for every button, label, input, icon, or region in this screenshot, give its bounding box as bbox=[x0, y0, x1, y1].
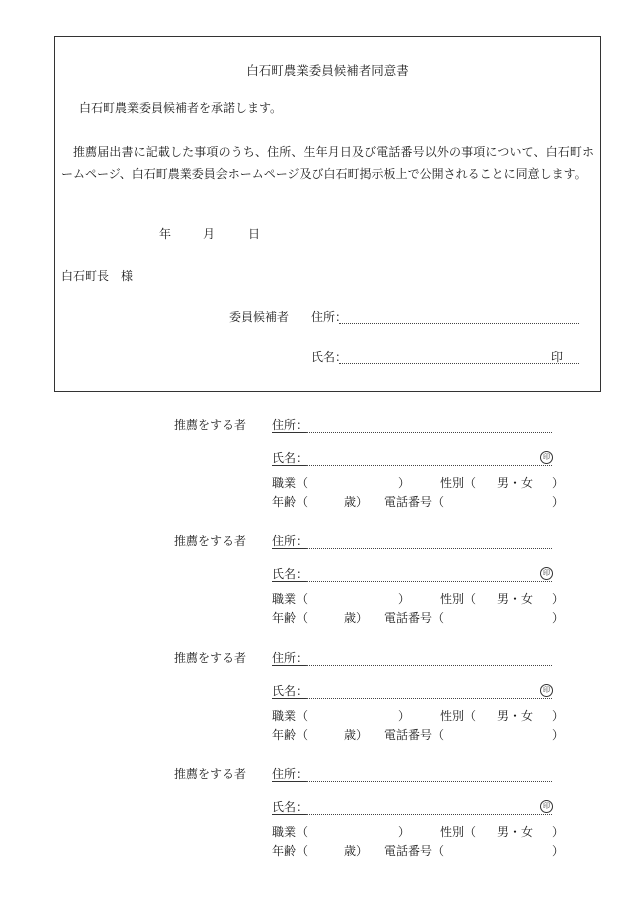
recommender-name-label: 氏名： bbox=[272, 800, 309, 814]
sex-options[interactable]: 男・女 bbox=[497, 825, 534, 839]
candidate-name-field[interactable] bbox=[339, 363, 579, 364]
recommender-address-field[interactable] bbox=[306, 781, 552, 782]
candidate-name-label: 氏名： bbox=[311, 350, 348, 364]
phone-close: ） bbox=[552, 611, 565, 625]
phone-close: ） bbox=[552, 844, 565, 858]
recommender-block bbox=[0, 418, 630, 528]
sex-close: ） bbox=[552, 825, 565, 839]
sex-label: 性別（ bbox=[440, 476, 477, 490]
occupation-label: 職業（ bbox=[272, 592, 309, 606]
occupation-label: 職業（ bbox=[272, 709, 309, 723]
recommender-address-field[interactable] bbox=[306, 432, 552, 433]
recommender-name-label: 氏名： bbox=[272, 567, 309, 581]
sex-label: 性別（ bbox=[440, 825, 477, 839]
recommender-name-field[interactable] bbox=[306, 581, 552, 582]
age-unit: 歳） bbox=[344, 495, 369, 509]
age-unit: 歳） bbox=[344, 728, 369, 742]
occupation-close: ） bbox=[398, 709, 411, 723]
recommender-name-label: 氏名： bbox=[272, 451, 309, 465]
candidate-label: 委員候補者 bbox=[229, 310, 290, 324]
age-label: 年齢（ bbox=[272, 495, 309, 509]
phone-label: 電話番号（ bbox=[384, 611, 445, 625]
age-unit: 歳） bbox=[344, 844, 369, 858]
phone-close: ） bbox=[552, 495, 565, 509]
sex-close: ） bbox=[552, 709, 565, 723]
sex-close: ） bbox=[552, 592, 565, 606]
candidate-address-label: 住所： bbox=[311, 310, 348, 324]
date-day-label: 日 bbox=[248, 227, 261, 241]
sex-options[interactable]: 男・女 bbox=[497, 476, 534, 490]
occupation-close: ） bbox=[398, 592, 411, 606]
occupation-label: 職業（ bbox=[272, 825, 309, 839]
seal-mark: 印 bbox=[540, 567, 553, 580]
sex-options[interactable]: 男・女 bbox=[497, 592, 534, 606]
age-label: 年齢（ bbox=[272, 844, 309, 858]
recommender-block bbox=[0, 534, 630, 644]
form-title: 白石町農業委員候補者同意書 bbox=[246, 63, 409, 78]
sex-label: 性別（ bbox=[440, 709, 477, 723]
disclosure-consent-paragraph: 推薦届出書に記載した事項のうち、住所、生年月日及び電話番号以外の事項について、白石町ホームページ、白石町農業委員会ホームページ及び白石町掲示板上で公開されることに同意します。 bbox=[61, 145, 594, 181]
candidate-address-field[interactable] bbox=[339, 323, 579, 324]
recommender-address-label: 住所： bbox=[272, 651, 309, 665]
age-label: 年齢（ bbox=[272, 728, 309, 742]
recommender-name-field[interactable] bbox=[306, 465, 552, 466]
recommender-block bbox=[0, 767, 630, 877]
recommender-address-label: 住所： bbox=[272, 767, 309, 781]
recommender-address-field[interactable] bbox=[306, 665, 552, 666]
recommender-label: 推薦をする者 bbox=[174, 767, 247, 781]
recommender-address-field[interactable] bbox=[306, 548, 552, 549]
recommender-label: 推薦をする者 bbox=[174, 418, 247, 432]
recommender-name-label: 氏名： bbox=[272, 684, 309, 698]
sex-label: 性別（ bbox=[440, 592, 477, 606]
date-month-label: 月 bbox=[203, 227, 216, 241]
age-label: 年齢（ bbox=[272, 611, 309, 625]
phone-close: ） bbox=[552, 728, 565, 742]
candidate-seal-mark: 印 bbox=[551, 350, 564, 364]
recommender-name-field[interactable] bbox=[306, 814, 552, 815]
occupation-close: ） bbox=[398, 476, 411, 490]
acceptance-statement: 白石町農業委員候補者を承諾します。 bbox=[79, 101, 283, 115]
sex-close: ） bbox=[552, 476, 565, 490]
occupation-label: 職業（ bbox=[272, 476, 309, 490]
recommender-label: 推薦をする者 bbox=[174, 651, 247, 665]
sex-options[interactable]: 男・女 bbox=[497, 709, 534, 723]
consent-form bbox=[54, 36, 601, 392]
date-year-label: 年 bbox=[159, 227, 172, 241]
recommender-address-label: 住所： bbox=[272, 534, 309, 548]
phone-label: 電話番号（ bbox=[384, 495, 445, 509]
recommender-address-label: 住所： bbox=[272, 418, 309, 432]
occupation-close: ） bbox=[398, 825, 411, 839]
age-unit: 歳） bbox=[344, 611, 369, 625]
seal-mark: 印 bbox=[540, 800, 553, 813]
phone-label: 電話番号（ bbox=[384, 728, 445, 742]
recommender-name-field[interactable] bbox=[306, 698, 552, 699]
seal-mark: 印 bbox=[540, 451, 553, 464]
addressee: 白石町長 様 bbox=[61, 269, 134, 283]
recommender-block bbox=[0, 651, 630, 761]
seal-mark: 印 bbox=[540, 684, 553, 697]
recommender-label: 推薦をする者 bbox=[174, 534, 247, 548]
phone-label: 電話番号（ bbox=[384, 844, 445, 858]
